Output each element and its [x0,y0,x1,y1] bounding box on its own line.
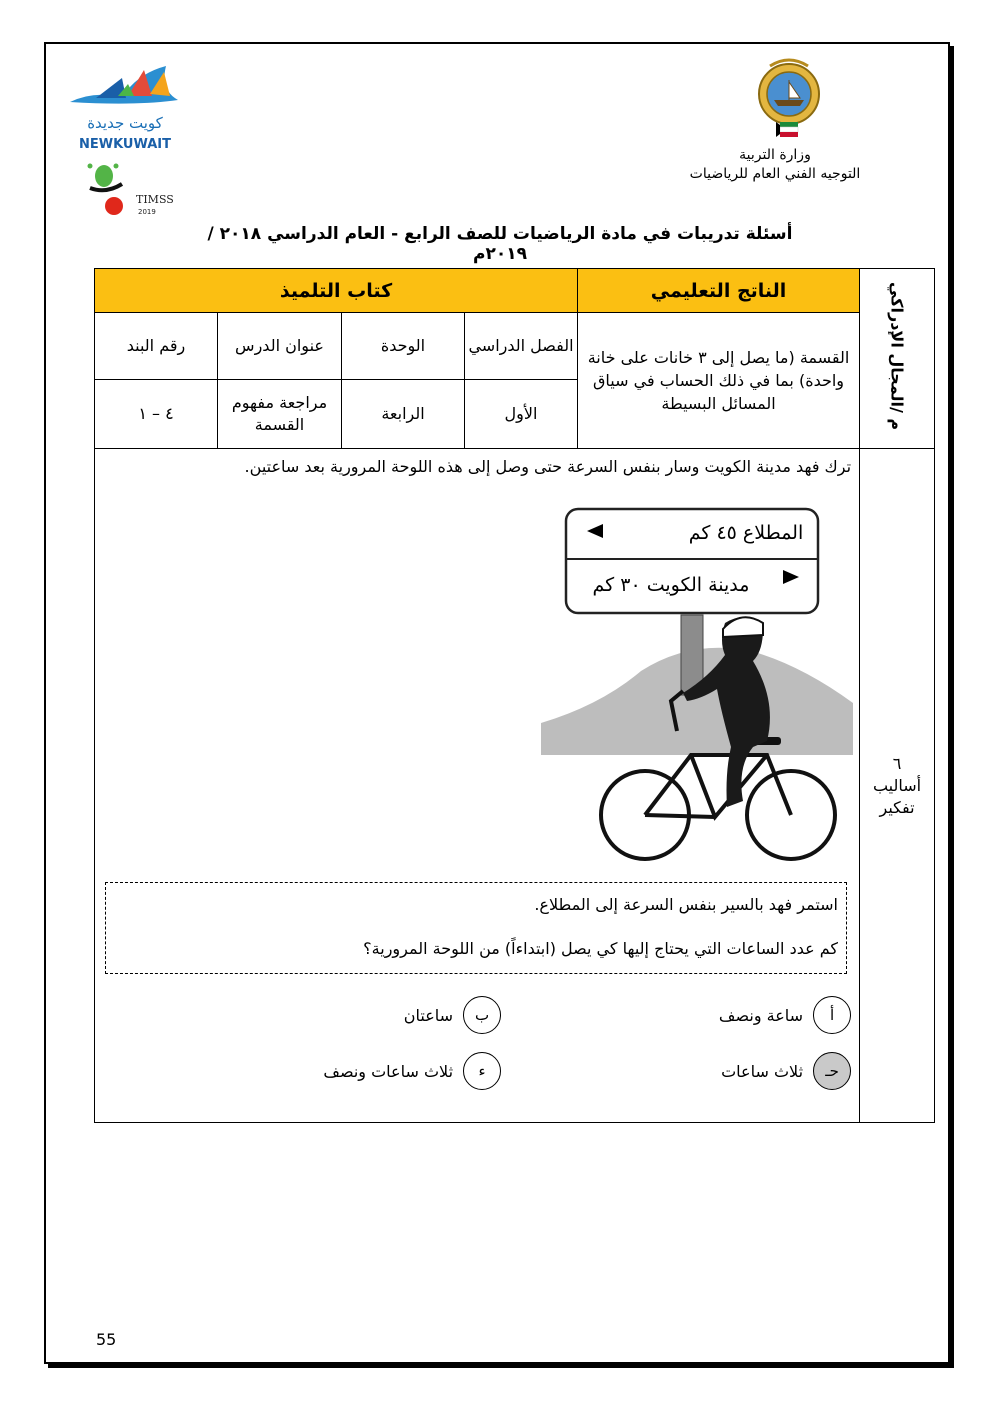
item-col-header: رقم البند [95,313,218,380]
option-c-letter[interactable]: حـ [813,1052,851,1090]
new-kuwait-english: NEWKUWAIT [78,137,172,152]
lesson-value: مراجعة مفهوم القسمة [218,380,342,449]
option-a-letter[interactable]: أ [813,996,851,1034]
sign-line-2: مدينة الكويت ٣٠ كم [592,574,750,596]
domain-name: أساليب تفكير [872,775,922,817]
question-line-1: استمر فهد بالسير بنفس السرعة إلى المطلاع. [534,895,838,914]
page-number: 55 [96,1330,117,1349]
option-d-text: ثلاث ساعات ونصف [323,1061,454,1081]
road-sign-cyclist-illustration [541,505,853,869]
domain-header: م /المجال الإدراكي [887,282,907,431]
question-box [105,882,847,974]
item-value: ٤ – ١ [95,380,218,449]
option-b-text: ساعتان [403,1005,454,1025]
timss-label: TIMSS [136,193,174,206]
semester-col-header: الفصل الدراسي [465,313,578,380]
outcome-header: الناتج التعليمي [578,269,860,313]
unit-value: الرابعة [342,380,465,449]
kuwait-emblem-icon [750,56,828,148]
option-a[interactable] [719,996,851,1034]
domain-number: ٦ [892,753,902,773]
ministry-text [665,146,885,184]
option-d-letter[interactable]: ء [463,1052,501,1090]
timss-year: 2019 [138,208,156,216]
sign-line-1: المطلاع ٤٥ كم [688,522,804,544]
semester-value: الأول [465,380,578,449]
option-d[interactable] [323,1052,501,1090]
option-c[interactable] [721,1052,851,1090]
domain-header-cell [860,269,935,449]
option-b-letter[interactable]: ب [463,996,501,1034]
option-a-text: ساعة ونصف [718,1005,804,1025]
new-kuwait-arabic: كويت جديدة [87,114,163,132]
question-intro: ترك فهد مدينة الكويت وسار بنفس السرعة حتى وصل إلى هذه اللوحة المرورية بعد ساعتين. [244,457,852,476]
new-kuwait-logo-icon [66,60,184,155]
outcome-text: القسمة (ما يصل إلى ٣ خانات على خانة واحدة) بما في ذلك الحساب في سياق المسائل البسيطة [578,313,860,449]
unit-col-header: الوحدة [342,313,465,380]
option-c-text: ثلاث ساعات [721,1061,804,1081]
option-b[interactable] [404,996,501,1034]
department-name: التوجيه الفني العام للرياضيات [689,166,861,182]
question-area [95,449,860,1123]
outcome-table [94,268,935,1123]
textbook-header: كتاب التلميذ [95,269,578,313]
lesson-col-header: عنوان الدرس [218,313,342,380]
domain-cell [860,449,935,1123]
exam-title: أسئلة تدريبات في مادة الرياضيات للصف الرابع - العام الدراسي ٢٠١٨ / ٢٠١٩م [207,224,793,264]
ministry-name: وزارة التربية [739,147,811,163]
timss-logo-icon [80,158,180,220]
question-line-2: كم عدد الساعات التي يحتاج إليها كي يصل (ابتداءاً) من اللوحة المرورية؟ [363,939,838,958]
